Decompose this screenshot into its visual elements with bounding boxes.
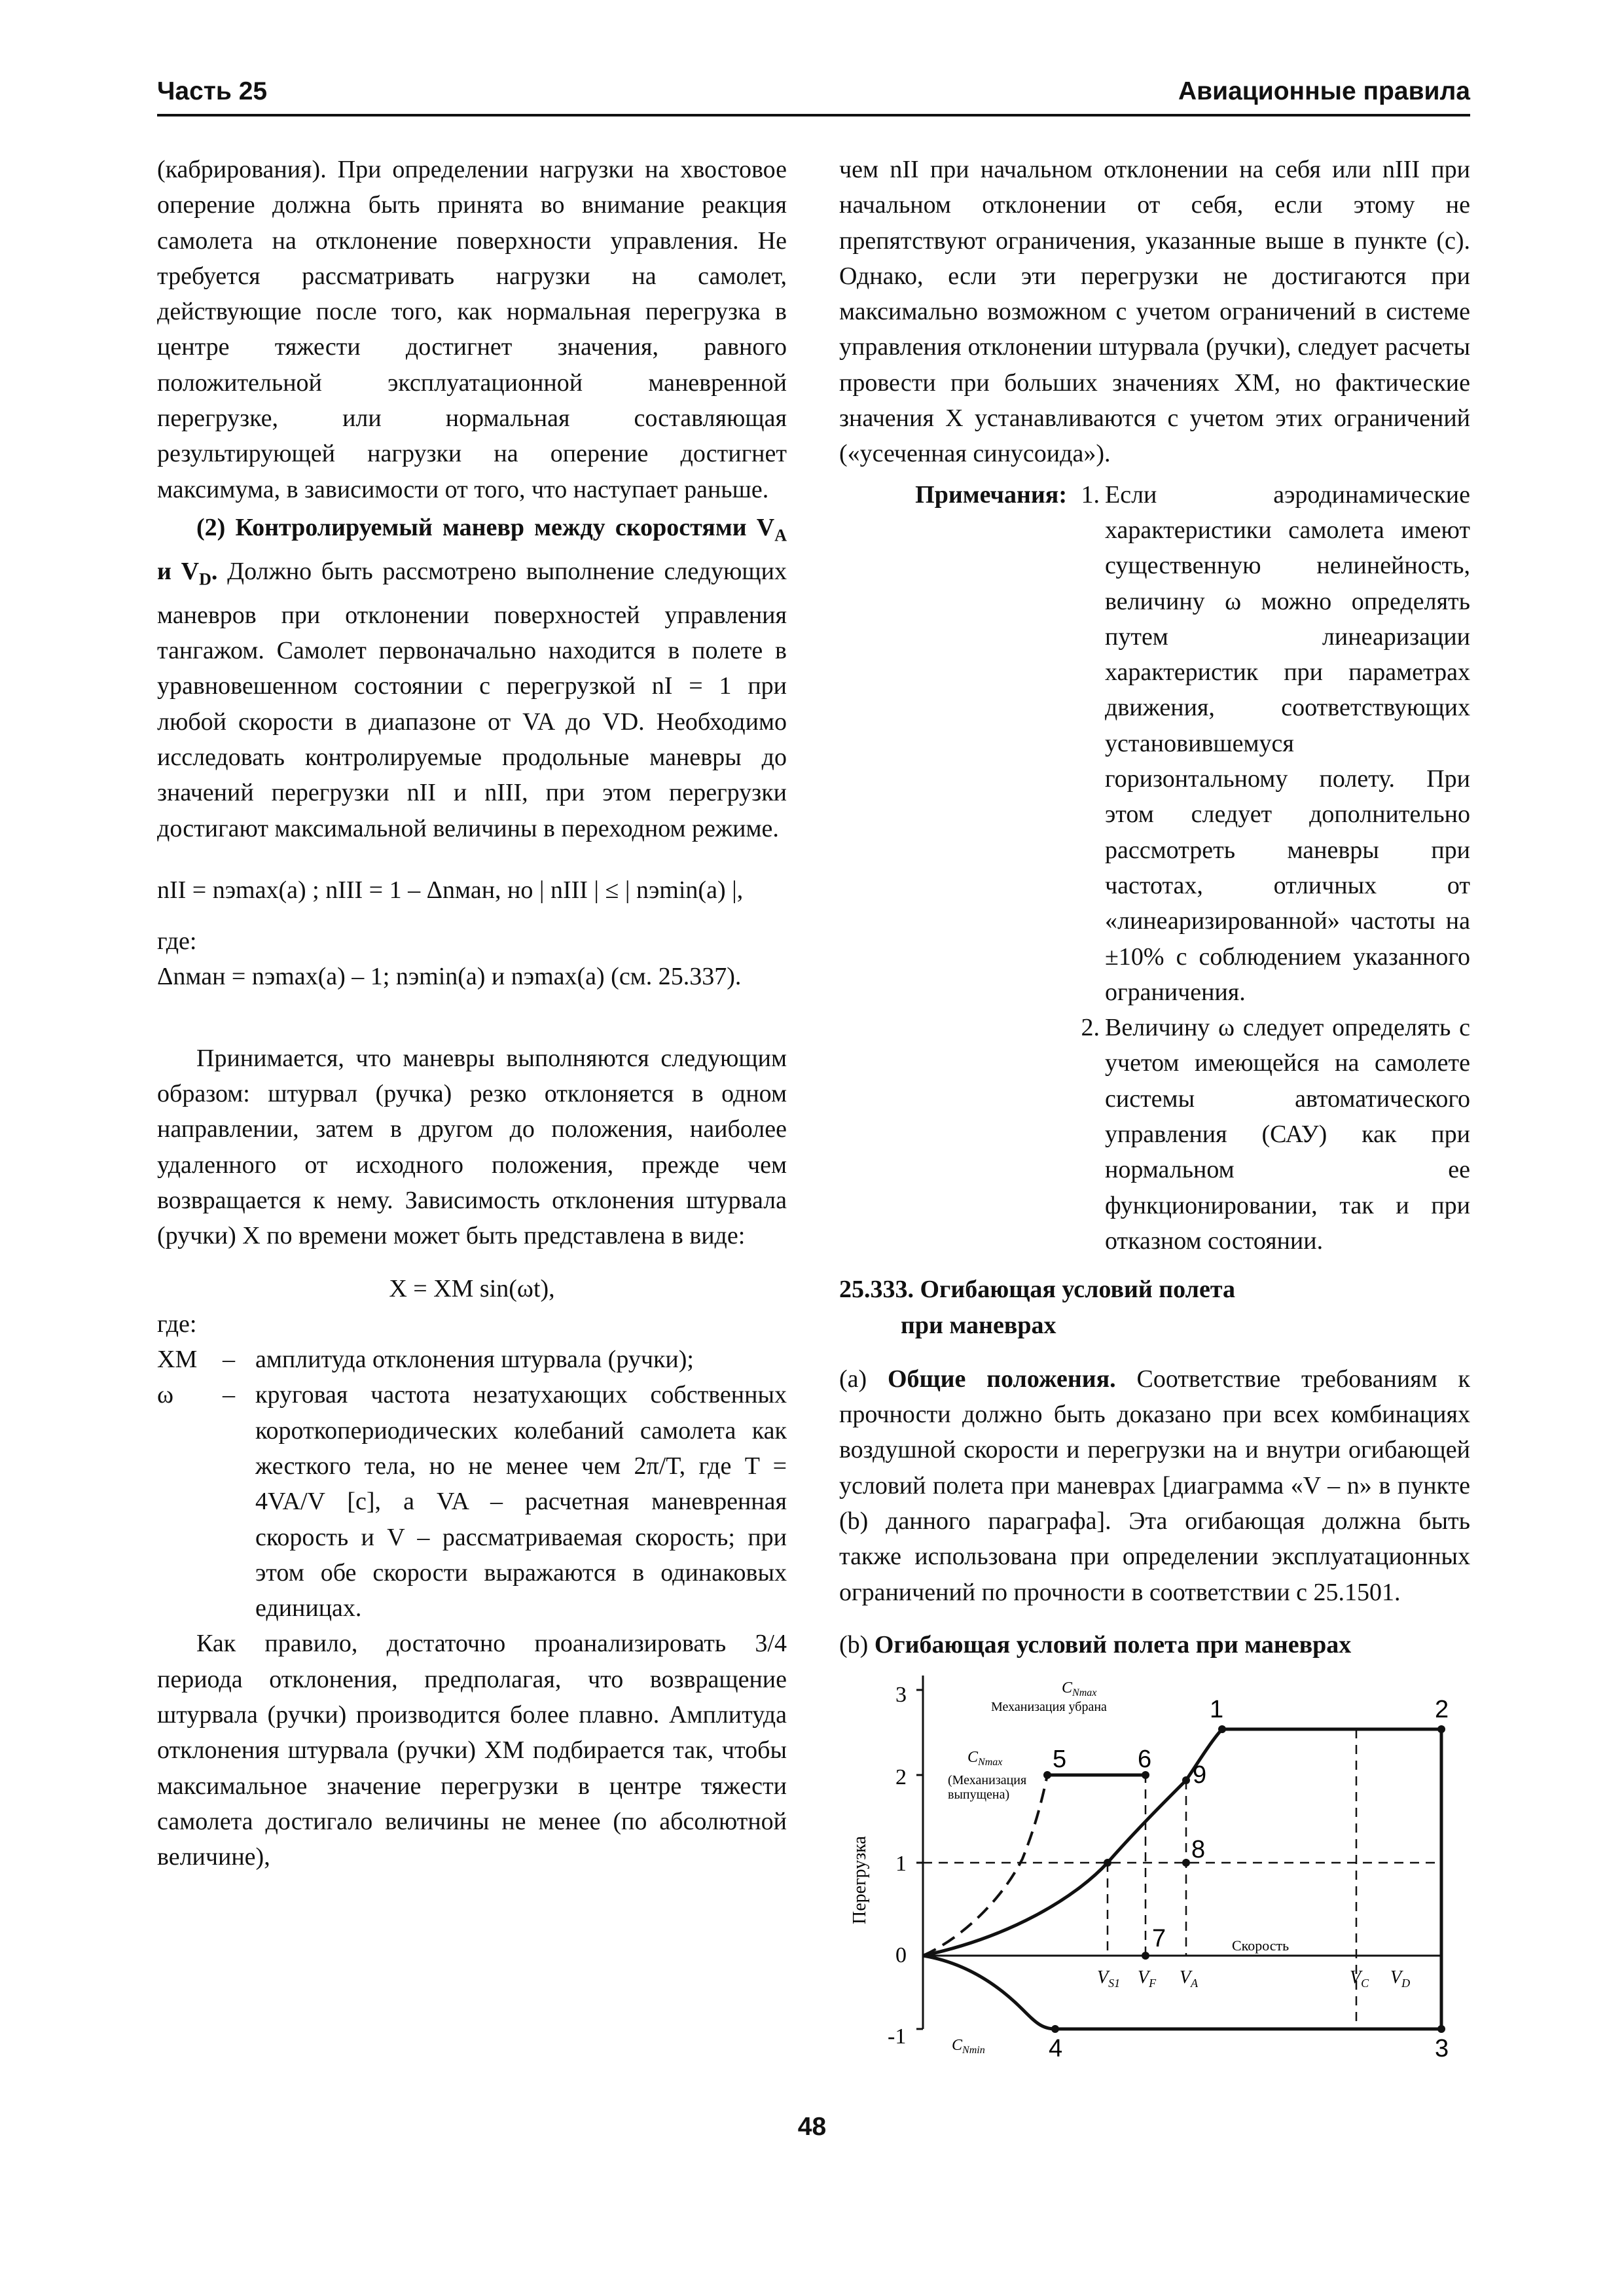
formula-delta-n: Δnман = nэmax(a) – 1; nэmin(a) и nэmax(a) (см. 25.337). [157, 963, 742, 991]
y-tick-label: 3 [895, 1683, 907, 1707]
notes-block [839, 477, 1470, 1259]
x-tick-label: $V_A$ [1180, 1967, 1199, 1990]
cnmax-flaps-curve [923, 1775, 1047, 1956]
definition-row [157, 1342, 787, 1377]
section-title: 25.333. Огибающая условий полета [839, 1276, 1235, 1304]
point-label: 1 [1210, 1696, 1224, 1723]
left-paragraph-2 [157, 510, 787, 846]
section-a-paragraph: (а) Общие положения. Соответствие требованиям к прочности должно быть доказано при всех комбинациях воздушной скорости и перегрузки на и внутри огибающей условий полета при маневрах [диаграмма «V – n» в пункте (b) данного параграфа]. Эта огибающая должна быть также использована при определении эксплуатационных ограничений по прочности в соответствии с 25.1501. [839, 1365, 1470, 1606]
point-label: 6 [1138, 1746, 1152, 1773]
note-item [1072, 1010, 1470, 1259]
point-label: 9 [1193, 1761, 1207, 1789]
section-title-line-2: при маневрах [901, 1311, 1056, 1339]
section-a-heading: Общие положения. [887, 1365, 1116, 1393]
where-label-1: где: [157, 927, 197, 956]
point-9 [1182, 1776, 1190, 1784]
left-paragraph-4: Как правило, достаточно проанализировать 3/4 периода отклонения, предполагая, что возвращение штурвала (ручки) производится более плавно. Амплитуда отклонения штурвала (ручки) XM подбирается так, чтобы максимальное значение перегрузки в центре тяжести самолета достигало величины не менее (по абсолютной величине), [157, 1630, 787, 1871]
definition-dash: – [223, 1346, 235, 1374]
point-label: 7 [1152, 1925, 1166, 1952]
header-right: Авиационные правила [1178, 77, 1470, 105]
definition-list [157, 1342, 787, 1626]
point-3 [1437, 2025, 1445, 2033]
section-a-text: Соответствие требованиям к прочности должно быть доказано при всех комбинациях воздушной скорости и перегрузки на и внутри огибающей условий полета при маневрах [диаграмма «V – n» в пункте (b) данного параграфа]. Эта огибающая должна быть также использована при определении эксплуатационных ограничений по прочности в соответствии с 25.1501. [839, 1365, 1470, 1606]
right-paragraph-1: чем nII при начальном отклонении на себя или nIII при начальном отклонении от себя, если этому не препятствуют ограничения, указанные выше в пункте (с). Однако, если эти перегрузки не достигаются при максимально возможном с учетом ограничений в системе управления отклонении штурвала (ручки), следует расчеты провести при больших значениях XM, но фактические значения X устанавливаются с учетом этих ограничений («усеченная синусоида»). [839, 156, 1470, 468]
formula-x-sin: X = XM sin(ωt), [389, 1274, 555, 1302]
definition-text: амплитуда отклонения штурвала (ручки); [255, 1346, 694, 1374]
point-8 [1182, 1859, 1190, 1867]
point-1 [1218, 1725, 1226, 1733]
definition-text: круговая частота незатухающих собственных короткопериодических колебаний самолета как жесткого тела, но не менее чем 2π/T, где T = 4VA/V [c], а VA – расчетная маневренная скорость и V – рассматриваемая скорость; при этом обе скорости выражаются в одинаковых единицах. [255, 1381, 787, 1623]
y-tick-label: 0 [895, 1943, 907, 1967]
cnmax-flaps-annotation: $C_{Nmax}$ [967, 1749, 1003, 1768]
point-label: 3 [1435, 2035, 1449, 2062]
definition-term: ω [157, 1381, 174, 1409]
point-label: 8 [1191, 1836, 1206, 1863]
x-tick-label: $V_D$ [1390, 1967, 1411, 1990]
x-tick-label: $V_F$ [1138, 1967, 1157, 1990]
note-item [1072, 477, 1470, 1010]
note-number: 2. [1081, 1014, 1100, 1042]
point-label: 5 [1053, 1746, 1067, 1773]
point-4 [1051, 2025, 1059, 2033]
x-tick-label: $V_C$ [1350, 1967, 1369, 1990]
left-column [157, 152, 787, 1875]
cnmax-flaps-sub-annotation: (Механизация [948, 1773, 1027, 1787]
note-text: Если аэродинамические характеристики самолета имеют существенную нелинейность, величину ω можно определять путем линеаризации характеристик при параметрах движения, соответствующих установившемуся горизонтальному полету. При этом следует дополнительно рассмотреть маневры при частотах, отличных от «линеаризированной» частоты на ±10% с соблюдением указанного ограничения. [1105, 480, 1470, 1006]
notes-body [1072, 477, 1470, 1259]
definition-dash: – [223, 1381, 235, 1409]
where-label-2: где: [157, 1310, 197, 1338]
section-b-heading: (b) Огибающая условий полета при маневрах [839, 1630, 1352, 1659]
cnmax-clean-annotation: $C_{Nmax}$ [1062, 1679, 1097, 1698]
page-number: 48 [797, 2113, 827, 2141]
left-paragraph-3: Принимается, что маневры выполняются следующим образом: штурвал (ручка) резко отклоняется в одном направлении, затем в другом до положения, наиболее удаленного от исходного положения, прежде чем возвращается к нему. Зависимость отклонения штурвала (ручки) X по времени может быть представлена в виде: [157, 1044, 787, 1250]
x-tick-label: $V_{S1}$ [1097, 1967, 1121, 1990]
point-label: 4 [1049, 2035, 1063, 2062]
maneuver-heading: (2) Контролируемый маневр между скоростями $V_A$ и $V_D$. [157, 513, 787, 589]
right-column [839, 152, 1470, 1662]
formula-n-limits: nII = nэmax(a) ; nIII = 1 – Δnман, но | nIII | ≤ | nэmin(a) |, [157, 876, 744, 904]
definition-row [157, 1377, 787, 1626]
notes-label: Примечания: [915, 480, 1067, 509]
point-5 [1043, 1771, 1051, 1779]
cnmax-flaps-sub-annotation: выпущена) [948, 1787, 1010, 1802]
point-2 [1437, 1725, 1445, 1733]
x-axis-label: Скорость [1232, 1937, 1290, 1954]
y-tick-label: -1 [888, 2024, 907, 2049]
left-paragraph-1: (кабрирования). При определении нагрузки на хвостовое оперение должна быть принята во внимание реакция самолета на отклонение поверхности управления. Не требуется рассматривать нагрузки на самолет, действующие после того, как нормальная перегрузка в центре тяжести достигнет значения, равного положительной эксплуатационной маневренной перегрузке, или нормальная составляющая результирующей нагрузки на оперение достигнет максимума, в зависимости от того, что наступает раньше. [157, 156, 787, 503]
cnmin-curve [923, 1956, 1441, 2029]
note-text: Величину ω следует определять с учетом имеющейся на самолете системы автоматического управления (САУ) как при нормальном ее функционировании, так и при отказном состоянии. [1105, 1014, 1470, 1255]
header-left: Часть 25 [157, 77, 268, 105]
cnmax-clean-sub-annotation: Механизация убрана [991, 1700, 1107, 1714]
y-tick-label: 2 [895, 1765, 907, 1789]
maneuver-envelope-chart [839, 1662, 1470, 2121]
y-axis-label: Перегрузка [850, 1836, 870, 1924]
point-label: 2 [1435, 1696, 1449, 1723]
header-rule [157, 114, 1470, 117]
y-tick-label: 1 [895, 1852, 907, 1876]
point-vs1 [1104, 1859, 1111, 1867]
cnmin-annotation: $C_{Nmin}$ [952, 2037, 985, 2056]
definition-term: XM [157, 1346, 198, 1374]
note-number: 1. [1081, 480, 1100, 509]
maneuver-text: Должно быть рассмотрено выполнение следующих маневров при отклонении поверхностей управления тангажом. Самолет первоначально находится в полете в уравновешенном состоянии с перегрузкой nI = 1 при любой скорости в диапазоне от VA до VD. Необходимо исследовать контролируемые продольные маневры до значений перегрузки nII и nIII, при этом перегрузки достигают максимальной величины в переходном режиме. [157, 557, 787, 842]
point-7 [1142, 1952, 1149, 1960]
